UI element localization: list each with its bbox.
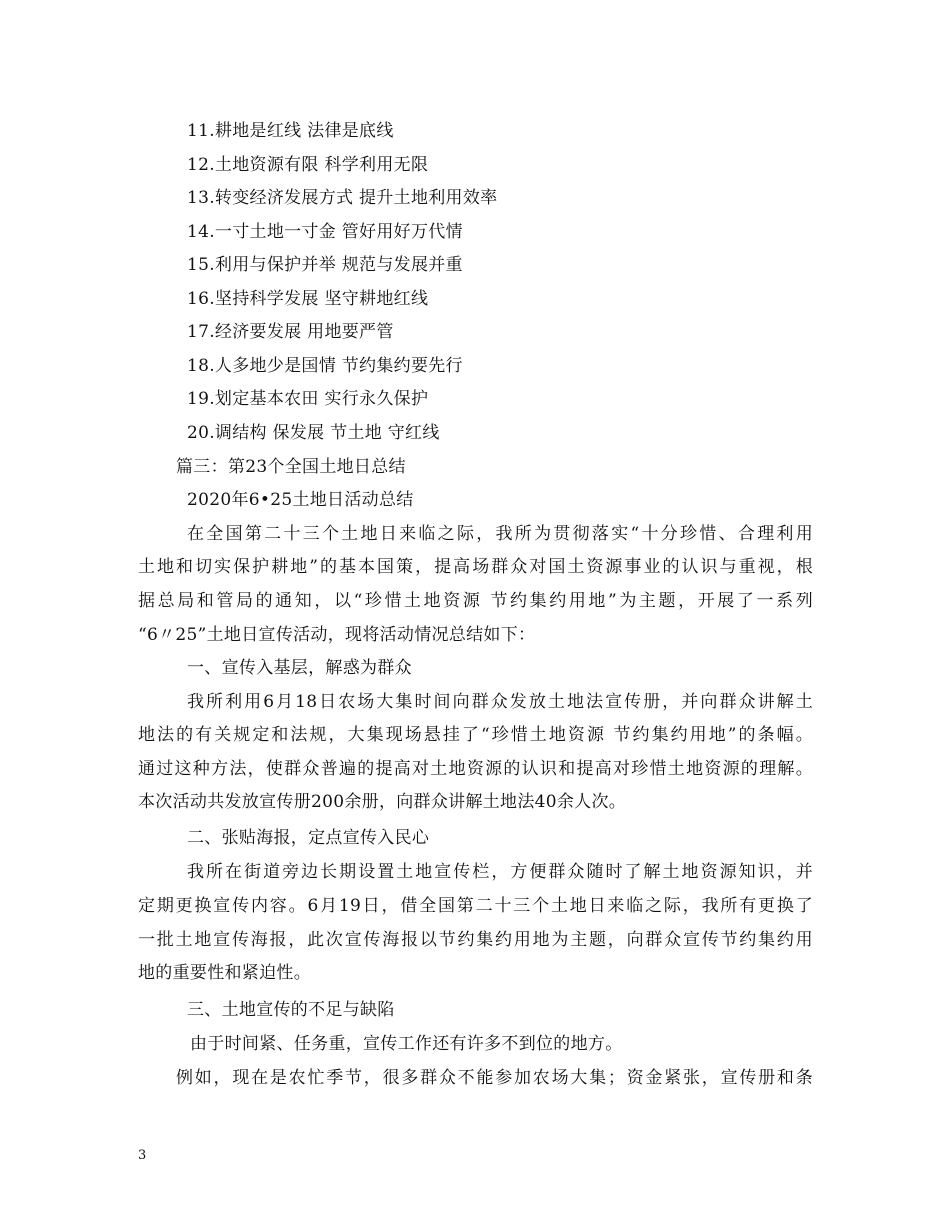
paragraph-line: 我所利用6月18日农场大集时间向群众发放土地法宣传册，并向群众讲解土 (187, 692, 813, 712)
slogan-item: 18.人多地少是国情 节约集约要先行 (187, 356, 463, 376)
intro-line: 土地和切实保护耕地”的基本国策，提高场群众对国土资源事业的认识与重视，根 (138, 557, 813, 577)
page-number: 3 (138, 1148, 147, 1163)
article-title: 2020年6•25土地日活动总结 (187, 490, 414, 510)
slogan-item: 14.一寸土地一寸金 管好用好万代情 (187, 222, 463, 242)
slogan-item: 19.划定基本农田 实行永久保护 (187, 389, 429, 409)
slogan-item: 15.利用与保护并举 规范与发展并重 (187, 255, 463, 275)
subheading-3: 三、土地宣传的不足与缺陷 (187, 1000, 395, 1020)
subheading-2: 二、张贴海报，定点宣传入民心 (187, 828, 430, 848)
intro-line: 据总局和管局的通知，以“珍惜土地资源 节约集约用地”为主题，开展了一系列 (138, 591, 813, 611)
paragraph-line: 地的重要性和紧迫性。 (138, 963, 311, 983)
paragraph-line: 例如，现在是农忙季节，很多群众不能参加农场大集；资金紧张，宣传册和条 (176, 1068, 813, 1088)
slogan-item: 12.土地资源有限 科学利用无限 (187, 155, 429, 175)
slogan-item: 13.转变经济发展方式 提升土地利用效率 (187, 188, 498, 208)
paragraph-line: 本次活动共发放宣传册200余册，向群众讲解土地法40余人次。 (138, 792, 627, 812)
paragraph-line: 通过这种方法，使群众普遍的提高对土地资源的认识和提高对珍惜土地资源的理解。 (138, 759, 813, 779)
paragraph-line: 定期更换宣传内容。6月19日，借全国第二十三个土地日来临之际，我所有更换了 (138, 896, 813, 916)
paragraph-line: 由于时间紧、任务重，宣传工作还有许多不到位的地方。 (190, 1034, 623, 1054)
slogan-item: 20.调结构 保发展 节土地 守红线 (187, 423, 440, 443)
slogan-item: 17.经济要发展 用地要严管 (187, 322, 394, 342)
slogan-item: 16.坚持科学发展 坚守耕地红线 (187, 289, 429, 309)
section-heading: 篇三：第23个全国土地日总结 (176, 457, 406, 477)
paragraph-line: 地法的有关规定和法规，大集现场悬挂了“珍惜土地资源 节约集约用地”的条幅。 (138, 725, 813, 745)
subheading-1: 一、宣传入基层，解惑为群众 (187, 658, 412, 678)
intro-line: “6〃25”土地日宣传活动，现将活动情况总结如下： (138, 625, 536, 645)
paragraph-line: 我所在街道旁边长期设置土地宣传栏，方便群众随时了解土地资源知识，并 (187, 862, 813, 882)
slogan-item: 11.耕地是红线 法律是底线 (187, 121, 394, 141)
intro-line: 在全国第二十三个土地日来临之际，我所为贯彻落实“十分珍惜、合理利用 (187, 524, 813, 544)
paragraph-line: 一批土地宣传海报，此次宣传海报以节约集约用地为主题，向群众宣传节约集约用 (138, 930, 813, 950)
